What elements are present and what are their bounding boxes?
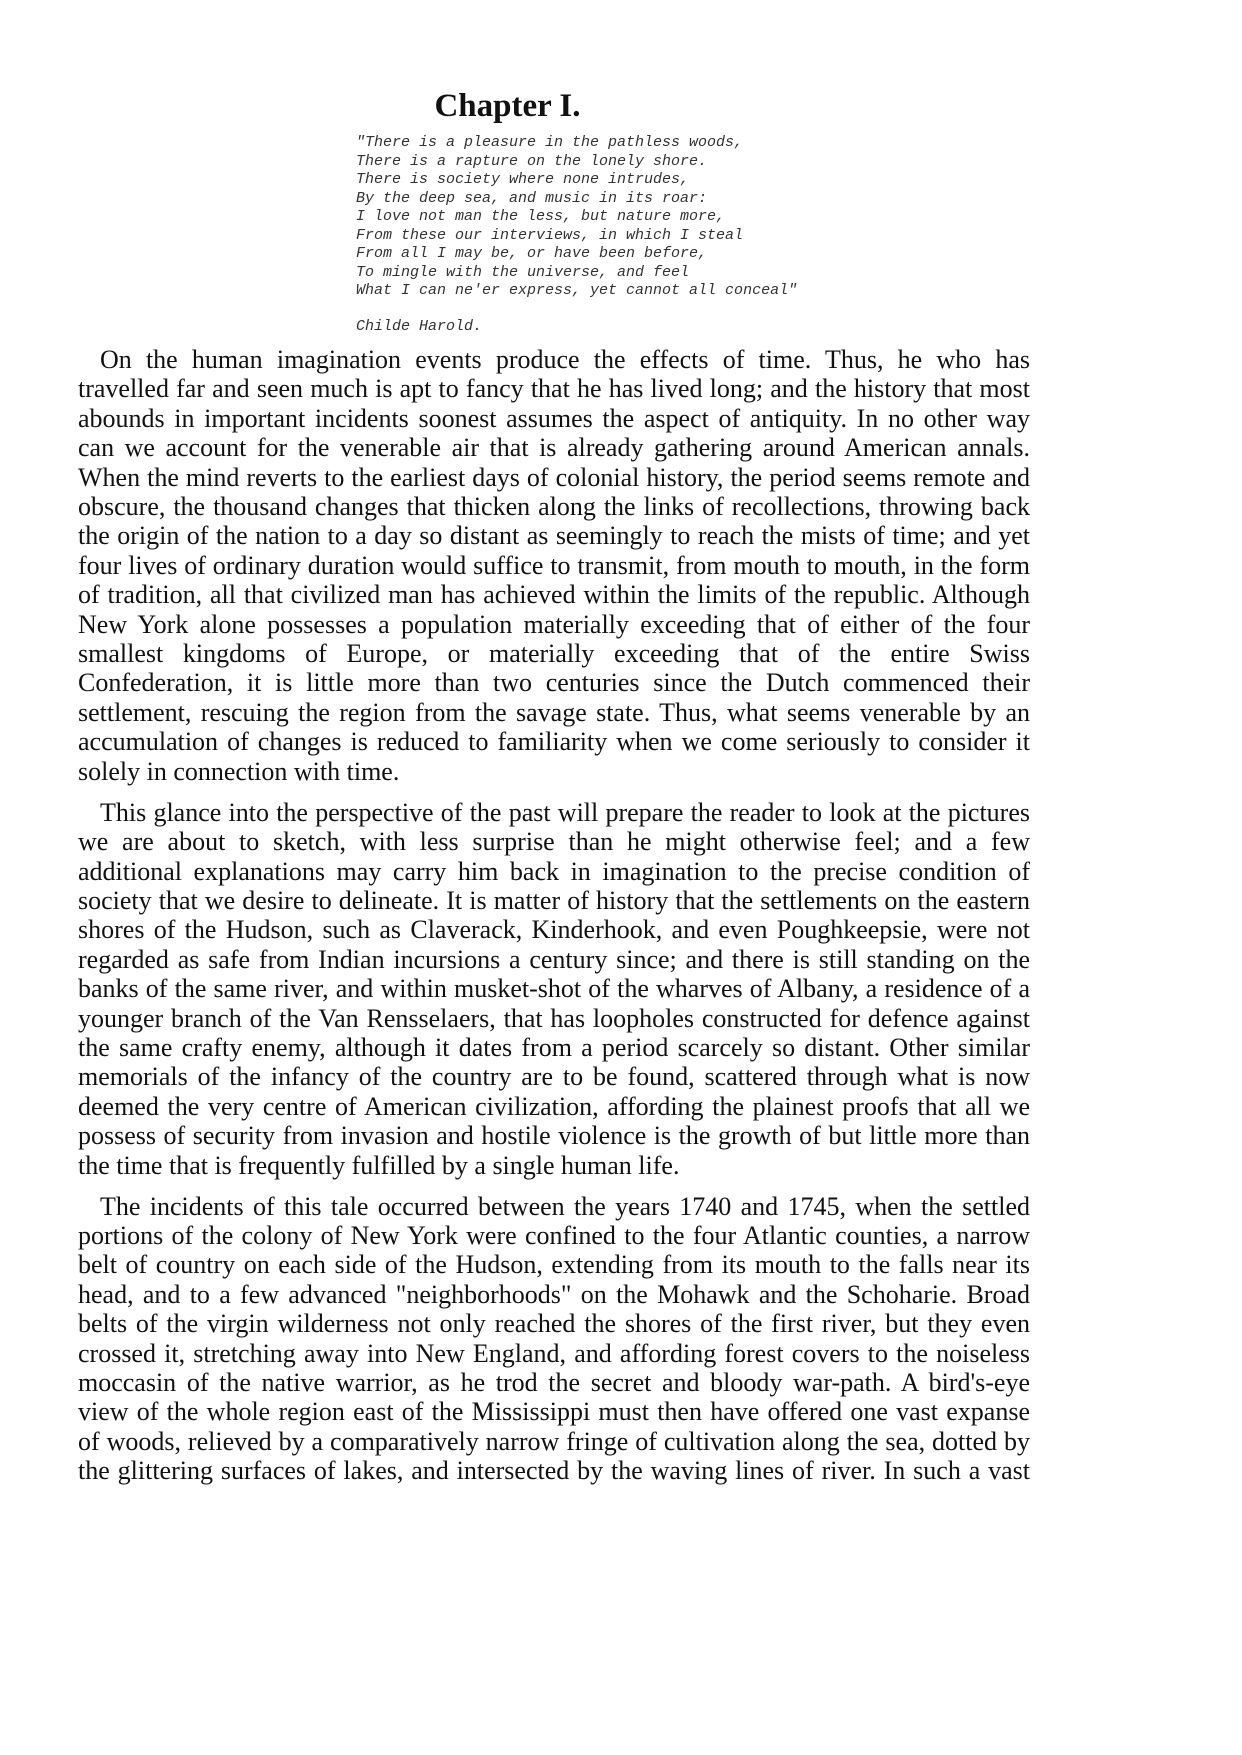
text-line: settlement, rescuing the region from the savage state. Thus, what seems venerable by an [78,697,1030,727]
text-line: can we account for the venerable air that is already gathering around American annals. [78,433,1030,463]
text-line: possess of security from invasion and hostile violence is the growth of but little more than [78,1121,1030,1151]
text-line: of tradition, all that civilized man has achieved within the limits of the republic. Although [78,580,1030,610]
text-line: of woods, relieved by a comparatively narrow fringe of cultivation along the sea, dotted by [78,1426,1030,1456]
text-line: society that we desire to delineate. It is matter of history that the settlements on the eastern [78,885,1030,915]
text-line: belt of country on each side of the Hudson, extending from its mouth to the falls near its [78,1250,1030,1280]
epigraph-line: There is society where none intrudes, [356,171,690,188]
text-line: belts of the virgin wilderness not only reached the shores of the first river, but they even [78,1309,1030,1339]
text-line: head, and to a few advanced "neighborhoods" on the Mohawk and the Schoharie. Broad [78,1279,1030,1309]
chapter-body [78,345,1030,1497]
text-line: banks of the same river, and within musket-shot of the wharves of Albany, a residence of a [78,974,1030,1004]
text-line: the glittering surfaces of lakes, and intersected by the waving lines of river. In such a vast [78,1456,1030,1486]
text-line: memorials of the infancy of the country are to be found, scattered through what is now [78,1062,1030,1092]
text-line: obscure, the thousand changes that thicken along the links of recollections, throwing back [78,492,1030,522]
epigraph-line: From all I may be, or have been before, [356,245,708,262]
text-line: view of the whole region east of the Mississippi must then have offered one vast expanse [78,1397,1030,1427]
text-line: moccasin of the native warrior, as he trod the secret and bloody war-path. A bird's-eye [78,1368,1030,1397]
text-line: additional explanations may carry him back in imagination to the precise condition of [78,856,1030,886]
text-line: the same crafty enemy, although it dates from a period scarcely so distant. Other similar [78,1032,1030,1062]
text-line: When the mind reverts to the earliest days of colonial history, the period seems remote and [78,462,1030,492]
epigraph [356,134,797,336]
text-line: the time that is frequently fulfilled by a single human life. [78,1150,680,1180]
epigraph-line: What I can ne'er express, yet cannot all conceal" [356,282,798,299]
epigraph-verse [356,134,797,301]
text-line: regarded as safe from Indian incursions a century since; and there is still standing on the [78,944,1030,974]
text-line: abounds in important incidents soonest assumes the aspect of antiquity. In no other way [78,403,1030,433]
text-line: travelled far and seen much is apt to fancy that he has lived long; and the history that most [78,374,1030,404]
text-line: crossed it, stretching away into New England, and affording forest covers to the noiseless [78,1338,1030,1368]
paragraph [78,345,1030,786]
paragraph [78,798,1030,1180]
text-line: younger branch of the Van Rensselaers, that has loopholes constructed for defence against [78,1003,1030,1033]
epigraph-line: "There is a pleasure in the pathless woods, [356,134,744,151]
epigraph-line: From these our interviews, in which I steal [356,226,744,244]
text-line: shores of the Hudson, such as Claverack, Kinderhook, and even Poughkeepsie, were not [78,915,1030,945]
text-line: portions of the colony of New York were confined to the four Atlantic counties, a narrow [78,1220,1030,1250]
text-line: four lives of ordinary duration would suffice to transmit, from mouth to mouth, in the form [78,550,1030,580]
text-line: accumulation of changes is reduced to familiarity when we come seriously to consider it [78,727,1030,757]
epigraph-attribution: Childe Harold. [356,317,483,335]
text-line: the origin of the nation to a day so distant as seemingly to reach the mists of time; and yet [78,521,1030,551]
epigraph-line: There is a rapture on the lonely shore. [356,152,708,170]
paragraph [78,1192,1030,1486]
epigraph-line: By the deep sea, and music in its roar: [356,189,708,207]
text-line: New York alone possesses a population materially exceeding that of either of the four [78,609,1030,639]
text-line: The incidents of this tale occurred between the years 1740 and 1745, when the settled [100,1191,1030,1221]
epigraph-line: I love not man the less, but nature more, [356,208,726,225]
text-line: solely in connection with time. [78,756,400,786]
text-line: This glance into the perspective of the past will prepare the reader to look at the pictures [100,797,1030,827]
text-line: Confederation, it is little more than two centuries since the Dutch commenced their [78,668,1030,698]
text-line: On the human imagination events produce the effects of time. Thus, he who has [100,345,1030,374]
text-line: deemed the very centre of American civilization, affording the plainest proofs that all we [78,1091,1030,1121]
epigraph-line: To mingle with the universe, and feel [356,263,690,281]
text-line: smallest kingdoms of Europe, or materially exceeding that of the entire Swiss [78,639,1030,669]
text-line: we are about to sketch, with less surprise than he might otherwise feel; and a few [78,827,1030,857]
chapter-title: Chapter I. [434,88,581,124]
